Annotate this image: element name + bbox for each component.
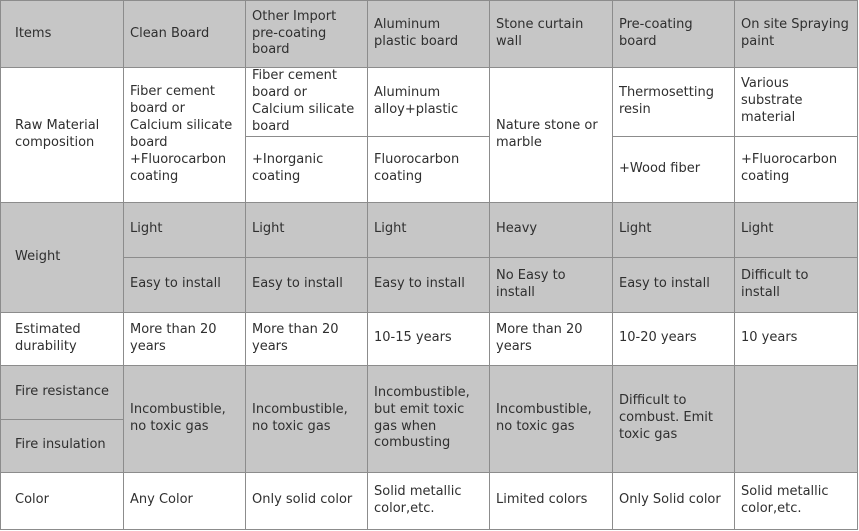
install-value: Easy to install xyxy=(613,257,735,312)
color-value: Solid metallic color,etc. xyxy=(735,472,858,529)
raw-material-other-import-top: Fiber cement board or Calcium silicate board xyxy=(246,68,368,137)
durability-value: 10 years xyxy=(735,312,858,365)
color-value: Only Solid color xyxy=(613,472,735,529)
install-value: Easy to install xyxy=(368,257,490,312)
durability-value: More than 20 years xyxy=(490,312,613,365)
header-cell-other-import: Other Import pre-coating board xyxy=(246,1,368,68)
color-value: Any Color xyxy=(124,472,246,529)
fire-value: Incombustible, but emit toxic gas when combusting xyxy=(368,365,490,472)
header-cell-spraying: On site Spraying paint xyxy=(735,1,858,68)
durability-value: More than 20 years xyxy=(246,312,368,365)
color-value: Limited colors xyxy=(490,472,613,529)
weight-value: Light xyxy=(368,202,490,257)
fire-value: Incombustible, no toxic gas xyxy=(246,365,368,472)
color-value: Solid metallic color,etc. xyxy=(368,472,490,529)
row-label-durability: Estimated durability xyxy=(1,312,124,365)
weight-row xyxy=(1,202,858,257)
durability-value: 10-20 years xyxy=(613,312,735,365)
weight-value: Heavy xyxy=(490,202,613,257)
header-cell-stone: Stone curtain wall xyxy=(490,1,613,68)
header-cell-clean-board: Clean Board xyxy=(124,1,246,68)
weight-value: Light xyxy=(613,202,735,257)
fire-value: Difficult to combust. Emit toxic gas xyxy=(613,365,735,472)
raw-material-aluminum-top: Aluminum alloy+plastic xyxy=(368,68,490,137)
raw-material-row xyxy=(1,68,858,137)
durability-value: More than 20 years xyxy=(124,312,246,365)
weight-value: Light xyxy=(246,202,368,257)
header-cell-precoating: Pre-coating board xyxy=(613,1,735,68)
row-label-fire-resistance: Fire resistance xyxy=(1,365,124,419)
raw-material-aluminum-bottom: Fluorocarbon coating xyxy=(368,136,490,202)
raw-material-spraying-bottom: +Fluorocarbon coating xyxy=(735,136,858,202)
install-value: Difficult to install xyxy=(735,257,858,312)
durability-row xyxy=(1,312,858,365)
fire-value: Incombustible, no toxic gas xyxy=(490,365,613,472)
row-label-color: Color xyxy=(1,472,124,529)
durability-value: 10-15 years xyxy=(368,312,490,365)
fire-row xyxy=(1,365,858,419)
install-value: Easy to install xyxy=(246,257,368,312)
raw-material-stone: Nature stone or marble xyxy=(490,68,613,203)
fire-value xyxy=(735,365,858,472)
color-row xyxy=(1,472,858,529)
install-row xyxy=(1,257,858,312)
weight-value: Light xyxy=(735,202,858,257)
install-value: No Easy to install xyxy=(490,257,613,312)
fire-value: Incombustible, no toxic gas xyxy=(124,365,246,472)
raw-material-precoating-bottom: +Wood fiber xyxy=(613,136,735,202)
raw-material-clean-board: Fiber cement board or Calcium silicate board +Fluorocarbon coating xyxy=(124,68,246,203)
install-value: Easy to install xyxy=(124,257,246,312)
header-row xyxy=(1,1,858,68)
header-cell-items: Items xyxy=(1,1,124,68)
header-cell-aluminum: Aluminum plastic board xyxy=(368,1,490,68)
weight-value: Light xyxy=(124,202,246,257)
color-value: Only solid color xyxy=(246,472,368,529)
raw-material-other-import-bottom: +Inorganic coating xyxy=(246,136,368,202)
row-label-fire-insulation: Fire insulation xyxy=(1,419,124,472)
row-label-weight: Weight xyxy=(1,202,124,312)
raw-material-precoating-top: Thermosetting resin xyxy=(613,68,735,137)
row-label-raw-material: Raw Material composition xyxy=(1,68,124,203)
raw-material-spraying-top: Various substrate material xyxy=(735,68,858,137)
